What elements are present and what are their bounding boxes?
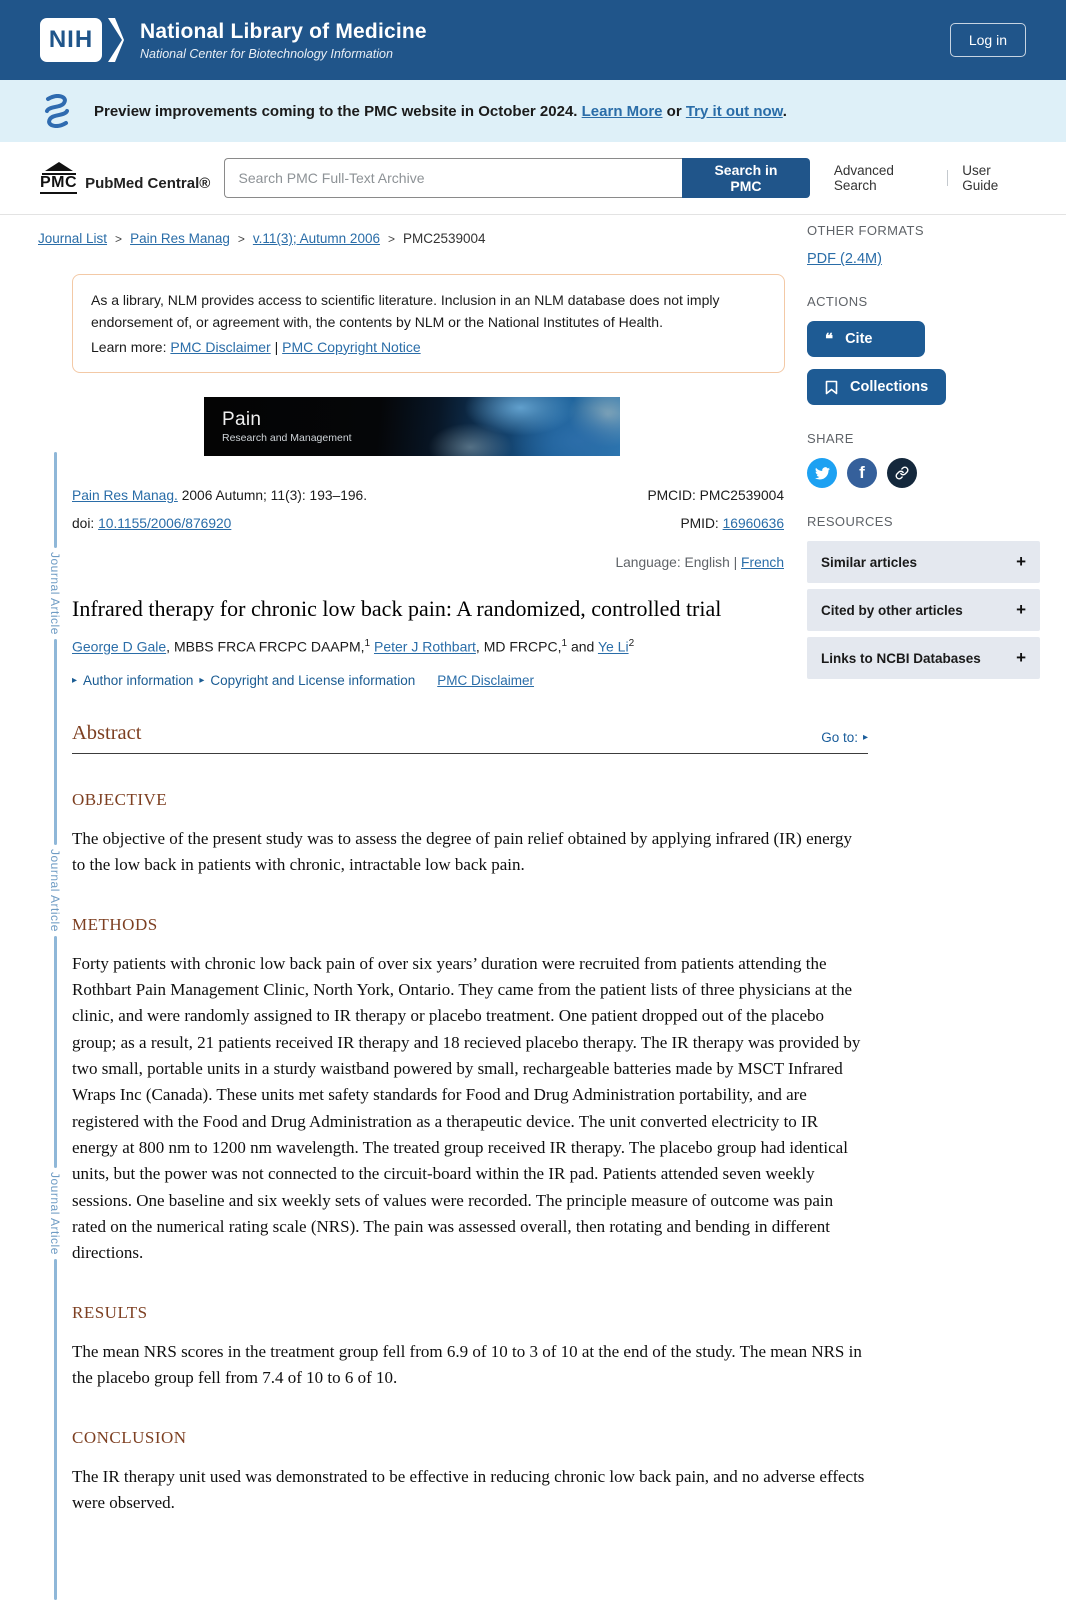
and-text: and xyxy=(570,639,595,656)
author-affiliation-mark: 1 xyxy=(364,638,371,650)
journal-banner-image xyxy=(204,397,620,456)
plus-icon: + xyxy=(1016,648,1026,667)
site-subtitle: National Center for Biotechnology Information xyxy=(140,46,393,61)
search-in-pmc-button[interactable]: Search in PMC xyxy=(682,158,810,198)
site-title: National Library of Medicine xyxy=(140,19,427,43)
breadcrumb-separator: > xyxy=(237,231,245,246)
journal-banner-subtitle: Research and Management xyxy=(222,432,352,445)
section-heading-conclusion: CONCLUSION xyxy=(72,1427,187,1447)
pubmed-central-label: PubMed Central® xyxy=(85,174,211,192)
breadcrumb-current: PMC2539004 xyxy=(402,231,486,246)
resource-similar-articles[interactable] xyxy=(807,541,1040,583)
journal-banner-title: Pain xyxy=(222,409,262,431)
login-button[interactable]: Log in xyxy=(950,23,1026,57)
try-it-out-link[interactable]: Try it out now xyxy=(685,102,783,120)
author-degrees: , MBBS FRCA FRCPC DAAPM, xyxy=(166,639,365,656)
resource-label: Cited by other articles xyxy=(821,602,963,618)
breadcrumb-journal[interactable]: Pain Res Manag xyxy=(130,231,230,246)
share-label: SHARE xyxy=(807,431,854,446)
citation-details: 2006 Autumn; 11(3): 193–196. xyxy=(181,488,368,504)
collections-button-label: Collections xyxy=(850,379,929,395)
abstract-header xyxy=(72,722,868,754)
language-row xyxy=(72,555,784,570)
disclaimer-text: As a library, NLM provides access to scientific literature. Inclusion in an NLM database does not imply endorsement of, or agreement with, the contents by NLM or the National Institutes of Health. xyxy=(91,292,720,331)
pdf-link[interactable]: PDF (2.4M) xyxy=(807,251,882,267)
cite-button-label: Cite xyxy=(845,331,873,347)
learn-more-link[interactable]: Learn More xyxy=(581,102,663,120)
pmc-disclaimer-link[interactable]: PMC Disclaimer xyxy=(437,673,535,689)
doi-link[interactable]: 10.1155/2006/876920 xyxy=(98,515,232,531)
language-french-link[interactable]: French xyxy=(741,555,784,571)
pmc-logo[interactable] xyxy=(40,162,212,194)
journal-article-vertical-label: Journal Article xyxy=(48,1171,62,1255)
resource-label: Similar articles xyxy=(821,554,918,570)
pmc-search-bar xyxy=(0,142,1066,215)
doi-label: doi: xyxy=(72,515,95,531)
nih-logo-icon: NIH xyxy=(40,18,102,62)
author-affiliation-mark: 1 xyxy=(561,638,568,650)
nih-header xyxy=(0,0,1066,80)
author-information-toggle[interactable]: Author information xyxy=(83,673,194,689)
pmid-link[interactable]: 16960636 xyxy=(722,515,784,531)
section-text-results: The mean NRS scores in the treatment group fell from 6.9 of 10 to 3 of 10 at the end of the study. The mean NRS in the placebo group fell from 7.4 of 10 to 6 of 10. xyxy=(72,1341,862,1388)
other-formats-label: OTHER FORMATS xyxy=(807,223,924,238)
section-text-conclusion: The IR therapy unit used was demonstrated to be effective in reducing chronic low back pain, and no adverse effects were observed. xyxy=(72,1466,865,1512)
divider: | xyxy=(733,555,738,571)
resource-ncbi-links[interactable] xyxy=(807,637,1040,679)
pmc-temple-icon xyxy=(40,162,77,194)
resource-cited-by[interactable] xyxy=(807,589,1040,631)
pmcid-value: PMC2539004 xyxy=(699,488,784,504)
language-label: Language: xyxy=(615,555,681,571)
disclosure-triangle-icon: ▸ xyxy=(199,675,205,687)
sidebar xyxy=(807,223,1040,685)
helix-icon xyxy=(42,94,72,128)
journal-citation-link[interactable]: Pain Res Manag. xyxy=(72,488,178,504)
language-current: English xyxy=(684,555,730,571)
author-affiliation-mark: 2 xyxy=(628,638,635,650)
pmc-copyright-link[interactable]: PMC Copyright Notice xyxy=(282,338,421,355)
cite-button[interactable] xyxy=(807,321,925,357)
pmcid-label: PMCID: xyxy=(647,488,696,504)
main-content xyxy=(0,215,1066,1600)
divider: | xyxy=(274,338,279,355)
section-text-objective: The objective of the present study was to assess the degree of pain relief obtained by applying infrared (IR) energy to the low back in patients with chronic, intractable low back pain. xyxy=(72,829,853,875)
journal-article-vertical-label: Journal Article xyxy=(48,848,62,932)
section-text-methods: Forty patients with chronic low back pain of over six years’ duration were recruited from patients attending the Rothbart Pain Management Clinic, North York, Ontario. They came from the patient lists of three physicians at the clinic, and were randomly assigned to IR therapy or placebo treatment. One patient dropped out of the placebo group; as a result, 21 patients received IR therapy and 18 recieved placebo therapy. The IR therapy was provided by two small, portable units in a sturdy waistband powered by small, rechargeable batteries made by MSCT Infrared Wraps Inc (Canada). These units met safety standards for Food and Drug Administration portability, and are registered with the Food and Drug Administration as a therapeutic device. The unit converted electricity to IR energy at 800 nm to 1200 nm wavelength. The treated group received IR therapy. The placebo group had identical units, but the power was not connected to the circuit-board within the IR pad. Patients attended seven weekly sessions. One baseline and six weekly sets of values were recorded. The principle measure of outcome was pain rated on the numerical rating scale (NRS). The pain was assessed overall, then rotating and bending in different directions. xyxy=(72,953,861,1263)
preview-text: Preview improvements coming to the PMC website in October 2024. xyxy=(94,102,578,120)
copyright-information-toggle[interactable]: Copyright and License information xyxy=(210,673,416,689)
or-text: or xyxy=(666,102,682,120)
nlm-logo[interactable] xyxy=(40,17,427,63)
share-permalink-button[interactable] xyxy=(887,458,917,488)
section-heading-methods: METHODS xyxy=(72,914,158,934)
nih-chevron-icon xyxy=(108,17,124,63)
strip-line xyxy=(54,639,57,845)
author-degrees: , MD FRCPC, xyxy=(475,639,562,656)
section-heading-results: RESULTS xyxy=(72,1302,148,1322)
plus-icon: + xyxy=(1016,552,1026,571)
resources-label: RESOURCES xyxy=(807,514,893,529)
period-text: . xyxy=(782,102,787,120)
quote-icon: ❝ xyxy=(825,330,834,348)
section-heading-objective: OBJECTIVE xyxy=(72,790,168,810)
author-link[interactable]: George D Gale xyxy=(72,639,167,656)
pmc-logo-text: PMC xyxy=(40,175,77,194)
article-info-links xyxy=(72,673,868,688)
pmc-disclaimer-link[interactable]: PMC Disclaimer xyxy=(170,338,271,355)
authors-row xyxy=(72,638,868,655)
preview-banner xyxy=(0,80,1066,142)
resource-label: Links to NCBI Databases xyxy=(821,650,981,666)
journal-article-strip xyxy=(47,452,63,1600)
citation-block xyxy=(72,482,784,537)
breadcrumb-issue[interactable]: v.11(3); Autumn 2006 xyxy=(252,231,380,246)
breadcrumb-separator: > xyxy=(387,231,395,246)
go-to-link[interactable] xyxy=(821,730,868,745)
article-title: Infrared therapy for chronic low back pain: A randomized, controlled trial xyxy=(72,596,722,622)
strip-line xyxy=(54,452,57,548)
author-link[interactable]: Peter J Rothbart xyxy=(373,639,476,656)
twitter-icon xyxy=(815,467,830,480)
disclosure-triangle-icon: ▸ xyxy=(72,675,78,687)
divider xyxy=(947,170,948,186)
preview-banner-text xyxy=(94,103,787,120)
facebook-icon: f xyxy=(859,463,865,482)
user-guide-link[interactable]: User Guide xyxy=(962,163,999,193)
breadcrumb-separator: > xyxy=(115,231,123,246)
nlm-disclaimer-box xyxy=(72,274,785,373)
learn-more-label: Learn more: xyxy=(91,338,167,355)
pmid-label: PMID: xyxy=(680,515,719,531)
search-input[interactable] xyxy=(224,158,683,198)
go-to-label: Go to: xyxy=(821,730,858,746)
share-twitter-button[interactable] xyxy=(807,458,837,488)
plus-icon: + xyxy=(1016,600,1026,619)
author-link[interactable]: Ye Li xyxy=(597,639,629,656)
abstract-heading: Abstract xyxy=(72,722,142,745)
collections-button[interactable] xyxy=(807,369,946,405)
journal-article-vertical-label: Journal Article xyxy=(48,552,62,635)
bookmark-icon xyxy=(825,380,838,395)
share-facebook-button[interactable] xyxy=(847,458,877,488)
strip-line xyxy=(54,936,57,1168)
breadcrumb-journal-list[interactable]: Journal List xyxy=(38,231,108,246)
strip-line xyxy=(54,1259,57,1600)
actions-label: ACTIONS xyxy=(807,294,868,309)
article-column xyxy=(72,274,868,1516)
advanced-search-link[interactable]: Advanced Search xyxy=(833,163,894,193)
go-to-triangle-icon: ▸ xyxy=(862,732,868,744)
link-icon xyxy=(895,466,909,480)
